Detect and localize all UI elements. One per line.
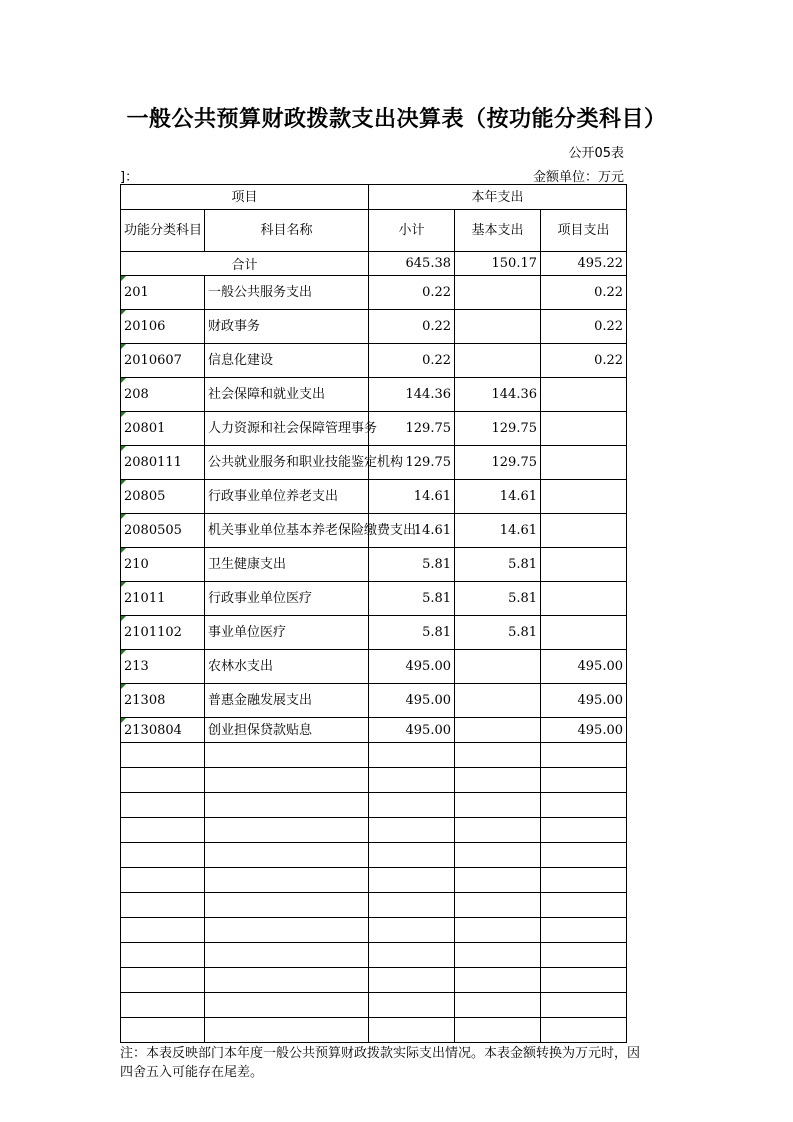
cell-marker-icon bbox=[121, 582, 126, 587]
project-cell: 495.00 bbox=[541, 650, 627, 684]
subject-name-cell: 机关事业单位基本养老保险缴费支出 bbox=[205, 514, 369, 548]
empty-cell bbox=[121, 868, 205, 893]
empty-cell bbox=[121, 1018, 205, 1043]
table-row bbox=[121, 616, 627, 650]
empty-cell bbox=[205, 1018, 369, 1043]
subtotal-cell: 129.75 bbox=[369, 412, 455, 446]
header-basic: 基本支出 bbox=[455, 210, 541, 252]
empty-cell bbox=[121, 818, 205, 843]
basic-cell bbox=[455, 718, 541, 743]
table-row bbox=[121, 446, 627, 480]
empty-cell bbox=[121, 893, 205, 918]
project-cell: 0.22 bbox=[541, 276, 627, 310]
empty-cell bbox=[541, 918, 627, 943]
empty-row bbox=[121, 968, 627, 993]
basic-cell: 144.36 bbox=[455, 378, 541, 412]
basic-cell: 129.75 bbox=[455, 446, 541, 480]
basic-cell: 5.81 bbox=[455, 548, 541, 582]
empty-row bbox=[121, 818, 627, 843]
cell-marker-icon bbox=[121, 480, 126, 485]
empty-cell bbox=[205, 968, 369, 993]
basic-cell bbox=[455, 650, 541, 684]
expenditure-table bbox=[120, 184, 627, 1043]
func-code-cell: 2101102 bbox=[121, 616, 205, 650]
basic-cell: 129.75 bbox=[455, 412, 541, 446]
empty-cell bbox=[541, 768, 627, 793]
empty-cell bbox=[205, 893, 369, 918]
empty-cell bbox=[121, 943, 205, 968]
subtotal-cell: 0.22 bbox=[369, 310, 455, 344]
subtotal-cell: 495.00 bbox=[369, 718, 455, 743]
subtotal-cell: 5.81 bbox=[369, 582, 455, 616]
cell-marker-icon bbox=[121, 514, 126, 519]
subject-name-cell: 社会保障和就业支出 bbox=[205, 378, 369, 412]
table-row bbox=[121, 310, 627, 344]
empty-cell bbox=[205, 993, 369, 1018]
table-row bbox=[121, 344, 627, 378]
header-subtotal: 小计 bbox=[369, 210, 455, 252]
page-title: 一般公共预算财政拨款支出决算表（按功能分类科目） bbox=[126, 107, 667, 132]
empty-cell bbox=[541, 943, 627, 968]
cell-marker-icon bbox=[121, 684, 126, 689]
subject-name-cell: 创业担保贷款贴息 bbox=[205, 718, 369, 743]
subtotal-cell: 129.75 bbox=[369, 446, 455, 480]
empty-cell bbox=[541, 868, 627, 893]
empty-row bbox=[121, 743, 627, 768]
project-cell: 495.00 bbox=[541, 684, 627, 718]
subtotal-cell: 0.22 bbox=[369, 344, 455, 378]
table-row bbox=[121, 378, 627, 412]
subject-name-cell: 一般公共服务支出 bbox=[205, 276, 369, 310]
func-code-cell: 210 bbox=[121, 548, 205, 582]
cell-marker-icon bbox=[121, 650, 126, 655]
empty-cell bbox=[455, 793, 541, 818]
project-cell: 495.00 bbox=[541, 718, 627, 743]
func-code-cell: 208 bbox=[121, 378, 205, 412]
subject-name-cell: 人力资源和社会保障管理事务 bbox=[205, 412, 369, 446]
empty-cell bbox=[369, 1018, 455, 1043]
basic-cell: 14.61 bbox=[455, 480, 541, 514]
basic-cell bbox=[455, 276, 541, 310]
total-label: 合计 bbox=[121, 252, 369, 276]
subtotal-cell: 5.81 bbox=[369, 548, 455, 582]
empty-row bbox=[121, 868, 627, 893]
empty-cell bbox=[121, 743, 205, 768]
empty-cell bbox=[455, 818, 541, 843]
basic-cell: 5.81 bbox=[455, 582, 541, 616]
empty-cell bbox=[455, 768, 541, 793]
header-project-exp: 项目支出 bbox=[541, 210, 627, 252]
empty-cell bbox=[369, 968, 455, 993]
basic-cell: 14.61 bbox=[455, 514, 541, 548]
cell-marker-icon bbox=[121, 616, 126, 621]
subject-name-cell: 信息化建设 bbox=[205, 344, 369, 378]
empty-cell bbox=[455, 943, 541, 968]
empty-row bbox=[121, 943, 627, 968]
empty-cell bbox=[369, 843, 455, 868]
project-cell bbox=[541, 548, 627, 582]
subtotal-cell: 14.61 bbox=[369, 514, 455, 548]
cell-marker-icon bbox=[121, 718, 126, 723]
func-code-cell: 20805 bbox=[121, 480, 205, 514]
unit-label-left: ]： bbox=[120, 170, 139, 185]
empty-cell bbox=[205, 743, 369, 768]
empty-cell bbox=[455, 1018, 541, 1043]
func-code-cell: 201 bbox=[121, 276, 205, 310]
basic-cell bbox=[455, 344, 541, 378]
empty-cell bbox=[455, 918, 541, 943]
subtotal-cell: 144.36 bbox=[369, 378, 455, 412]
subtotal-cell: 5.81 bbox=[369, 616, 455, 650]
total-project: 495.22 bbox=[541, 252, 627, 276]
empty-cell bbox=[541, 893, 627, 918]
total-basic: 150.17 bbox=[455, 252, 541, 276]
subject-name-cell: 卫生健康支出 bbox=[205, 548, 369, 582]
func-code-cell: 21011 bbox=[121, 582, 205, 616]
project-cell bbox=[541, 616, 627, 650]
func-code-cell: 20801 bbox=[121, 412, 205, 446]
func-code-cell: 2010607 bbox=[121, 344, 205, 378]
empty-cell bbox=[205, 868, 369, 893]
subtotal-cell: 495.00 bbox=[369, 684, 455, 718]
func-code-cell: 21308 bbox=[121, 684, 205, 718]
empty-cell bbox=[205, 943, 369, 968]
empty-cell bbox=[541, 818, 627, 843]
subtotal-cell: 0.22 bbox=[369, 276, 455, 310]
amount-unit-label: 金额单位：万元 bbox=[532, 170, 624, 185]
empty-cell bbox=[121, 793, 205, 818]
footnote: 注：本表反映部门本年度一般公共预算财政拨款实际支出情况。本表金额转换为万元时，因四舍五入可能存在尾差。 bbox=[120, 1046, 641, 1080]
empty-cell bbox=[541, 743, 627, 768]
cell-marker-icon bbox=[121, 378, 126, 383]
empty-cell bbox=[541, 968, 627, 993]
empty-cell bbox=[121, 843, 205, 868]
func-code-cell: 2080505 bbox=[121, 514, 205, 548]
basic-cell: 5.81 bbox=[455, 616, 541, 650]
empty-cell bbox=[369, 918, 455, 943]
cell-marker-icon bbox=[121, 310, 126, 315]
header-func-code: 功能分类科目 bbox=[121, 210, 205, 252]
empty-cell bbox=[455, 968, 541, 993]
project-cell: 0.22 bbox=[541, 344, 627, 378]
empty-cell bbox=[455, 868, 541, 893]
project-cell bbox=[541, 412, 627, 446]
empty-cell bbox=[121, 918, 205, 943]
project-cell: 0.22 bbox=[541, 310, 627, 344]
empty-cell bbox=[369, 818, 455, 843]
func-code-cell: 2080111 bbox=[121, 446, 205, 480]
empty-cell bbox=[369, 893, 455, 918]
empty-cell bbox=[205, 918, 369, 943]
empty-cell bbox=[369, 793, 455, 818]
empty-cell bbox=[205, 843, 369, 868]
project-cell bbox=[541, 446, 627, 480]
func-code-cell: 20106 bbox=[121, 310, 205, 344]
subject-name-cell: 公共就业服务和职业技能鉴定机构 bbox=[205, 446, 369, 480]
table-row bbox=[121, 650, 627, 684]
subject-name-cell: 行政事业单位养老支出 bbox=[205, 480, 369, 514]
header-project: 项目 bbox=[121, 185, 369, 210]
empty-row bbox=[121, 793, 627, 818]
empty-cell bbox=[121, 768, 205, 793]
total-subtotal: 645.38 bbox=[369, 252, 455, 276]
subtotal-cell: 14.61 bbox=[369, 480, 455, 514]
empty-cell bbox=[205, 768, 369, 793]
empty-cell bbox=[369, 993, 455, 1018]
form-number: 公开05表 bbox=[568, 146, 624, 161]
empty-row bbox=[121, 843, 627, 868]
project-cell bbox=[541, 378, 627, 412]
empty-row bbox=[121, 1018, 627, 1043]
empty-cell bbox=[369, 868, 455, 893]
empty-cell bbox=[205, 818, 369, 843]
empty-row bbox=[121, 893, 627, 918]
table-row bbox=[121, 514, 627, 548]
cell-marker-icon bbox=[121, 548, 126, 553]
empty-cell bbox=[455, 743, 541, 768]
empty-cell bbox=[369, 743, 455, 768]
empty-row bbox=[121, 918, 627, 943]
total-row bbox=[121, 252, 627, 276]
empty-cell bbox=[369, 943, 455, 968]
empty-cell bbox=[541, 843, 627, 868]
empty-cell bbox=[455, 893, 541, 918]
empty-row bbox=[121, 993, 627, 1018]
empty-cell bbox=[541, 793, 627, 818]
empty-cell bbox=[369, 768, 455, 793]
subject-name-cell: 行政事业单位医疗 bbox=[205, 582, 369, 616]
subject-name-cell: 普惠金融发展支出 bbox=[205, 684, 369, 718]
subtotal-cell: 495.00 bbox=[369, 650, 455, 684]
subject-name-cell: 农林水支出 bbox=[205, 650, 369, 684]
table-row bbox=[121, 412, 627, 446]
subject-name-cell: 财政事务 bbox=[205, 310, 369, 344]
empty-cell bbox=[121, 968, 205, 993]
basic-cell bbox=[455, 684, 541, 718]
project-cell bbox=[541, 480, 627, 514]
project-cell bbox=[541, 582, 627, 616]
empty-cell bbox=[455, 993, 541, 1018]
table-row bbox=[121, 276, 627, 310]
cell-marker-icon bbox=[121, 276, 126, 281]
project-cell bbox=[541, 514, 627, 548]
table-row bbox=[121, 684, 627, 718]
header-subject-name: 科目名称 bbox=[205, 210, 369, 252]
empty-cell bbox=[541, 1018, 627, 1043]
func-code-cell: 2130804 bbox=[121, 718, 205, 743]
cell-marker-icon bbox=[121, 446, 126, 451]
header-current-year: 本年支出 bbox=[369, 185, 627, 210]
empty-cell bbox=[205, 793, 369, 818]
subject-name-cell: 事业单位医疗 bbox=[205, 616, 369, 650]
empty-cell bbox=[541, 993, 627, 1018]
func-code-cell: 213 bbox=[121, 650, 205, 684]
basic-cell bbox=[455, 310, 541, 344]
empty-cell bbox=[455, 843, 541, 868]
cell-marker-icon bbox=[121, 412, 126, 417]
empty-row bbox=[121, 768, 627, 793]
empty-cell bbox=[121, 993, 205, 1018]
cell-marker-icon bbox=[121, 344, 126, 349]
table-row bbox=[121, 548, 627, 582]
table-row bbox=[121, 582, 627, 616]
table-row bbox=[121, 480, 627, 514]
table-row bbox=[121, 718, 627, 743]
